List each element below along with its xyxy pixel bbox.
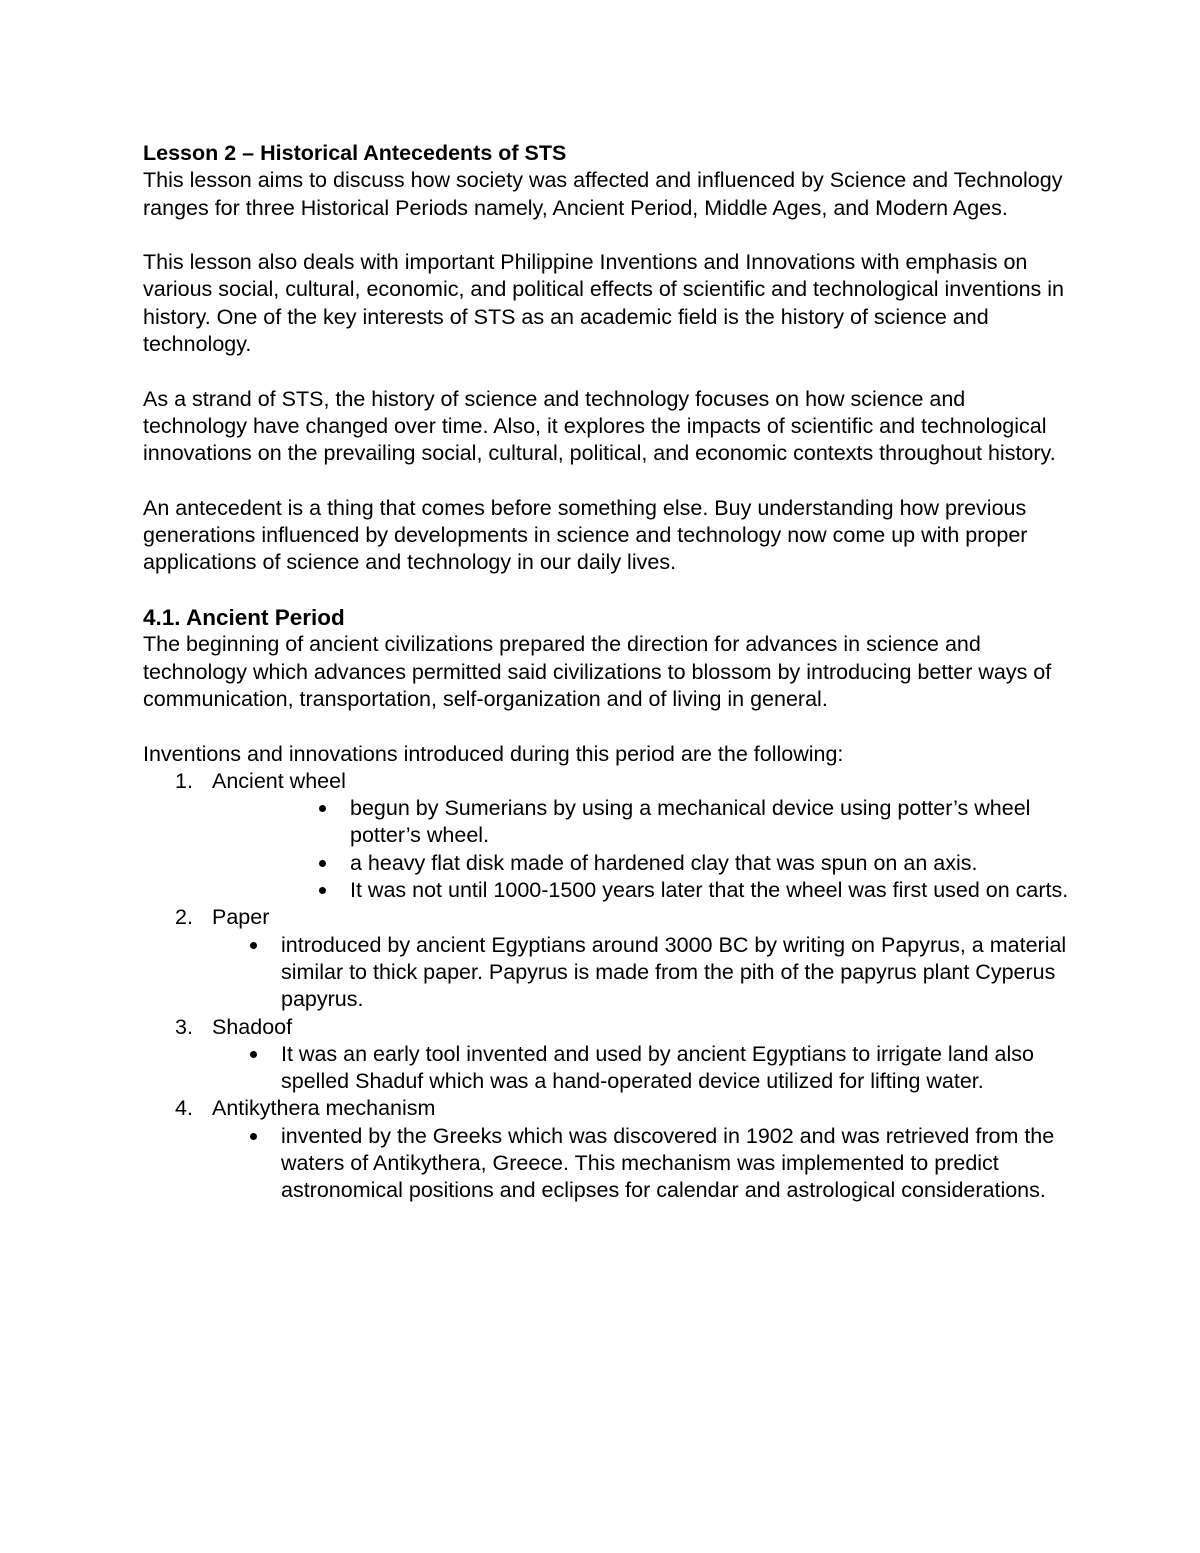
paragraph-strand: As a strand of STS, the history of science and technology focuses on how science and technology have changed over time. Also, it explores the impacts of scientific and technological innovations on the prevailing social, cultural, political, and economic contexts throughout history. <box>143 386 1056 466</box>
item-bullets <box>350 795 1073 904</box>
section-heading: 4.1. Ancient Period <box>143 605 345 631</box>
item-number: 3. <box>175 1014 193 1039</box>
section-intro: The beginning of ancient civilizations prepared the direction for advances in science and technology which advances permitted said civilizations to blossom by introducing better ways of communication, transportation, self-organization and of living in general. <box>143 632 1052 711</box>
item-name: Shadoof <box>212 1014 293 1039</box>
item-bullets <box>281 1123 1073 1205</box>
item-number: 2. <box>175 905 193 930</box>
document-page <box>143 140 1073 1205</box>
item-bullets <box>281 1041 1073 1096</box>
bullet-icon <box>319 887 326 894</box>
item-name: Ancient wheel <box>212 768 346 793</box>
item-name: Antikythera mechanism <box>212 1096 436 1121</box>
list-item-ancient-wheel <box>143 768 1073 904</box>
bullet-item: It was an early tool invented and used by ancient Egyptians to irrigate land also spelled Shaduf which was a hand-operated device utilized for lifting water. <box>281 1041 1073 1096</box>
inventions-list <box>143 768 1073 1205</box>
bullet-item: begun by Sumerians by using a mechanical device using potter’s wheel potter’s wheel. <box>350 795 1073 850</box>
lesson-title: Lesson 2 – Historical Antecedents of STS <box>143 141 567 165</box>
bullet-item: invented by the Greeks which was discovered in 1902 and was retrieved from the waters of Antikythera, Greece. This mechanism was implemented to predict astronomical positions and eclipses for calendar and astrological considerations. <box>281 1123 1073 1205</box>
bullet-icon <box>250 942 257 949</box>
bullet-icon <box>250 1133 257 1140</box>
bullet-item: introduced by ancient Egyptians around 3000 BC by writing on Papyrus, a material similar to thick paper. Papyrus is made from the pith of the papyrus plant Cyperus papyrus. <box>281 932 1073 1014</box>
item-number: 4. <box>175 1096 193 1121</box>
list-item-antikythera <box>143 1095 1073 1204</box>
list-intro: Inventions and innovations introduced during this period are the following: <box>143 741 844 766</box>
list-item-paper <box>143 904 1073 1013</box>
bullet-icon <box>319 805 326 812</box>
item-bullets <box>281 932 1073 1014</box>
list-item-shadoof <box>143 1014 1073 1096</box>
item-name: Paper <box>212 905 270 930</box>
bullet-icon <box>319 860 326 867</box>
bullet-icon <box>250 1051 257 1058</box>
paragraph-inventions: This lesson also deals with important Philippine Inventions and Innovations with emphasis on various social, cultural, economic, and political effects of scientific and technological inventions in history. One of the key interests of STS as an academic field is the history of science and technology. <box>143 250 1065 357</box>
bullet-item: a heavy flat disk made of hardened clay that was spun on an axis. <box>350 850 1073 877</box>
paragraph-intro: This lesson aims to discuss how society was affected and influenced by Science and Technology ranges for three Historical Periods namely, Ancient Period, Middle Ages, and Modern Ages. <box>143 168 1063 220</box>
item-number: 1. <box>175 768 193 793</box>
bullet-item: It was not until 1000-1500 years later that the wheel was first used on carts. <box>350 877 1073 904</box>
paragraph-antecedent: An antecedent is a thing that comes before something else. Buy understanding how previous generations influenced by developments in science and technology now come up with proper applications of science and technology in our daily lives. <box>143 495 1028 575</box>
